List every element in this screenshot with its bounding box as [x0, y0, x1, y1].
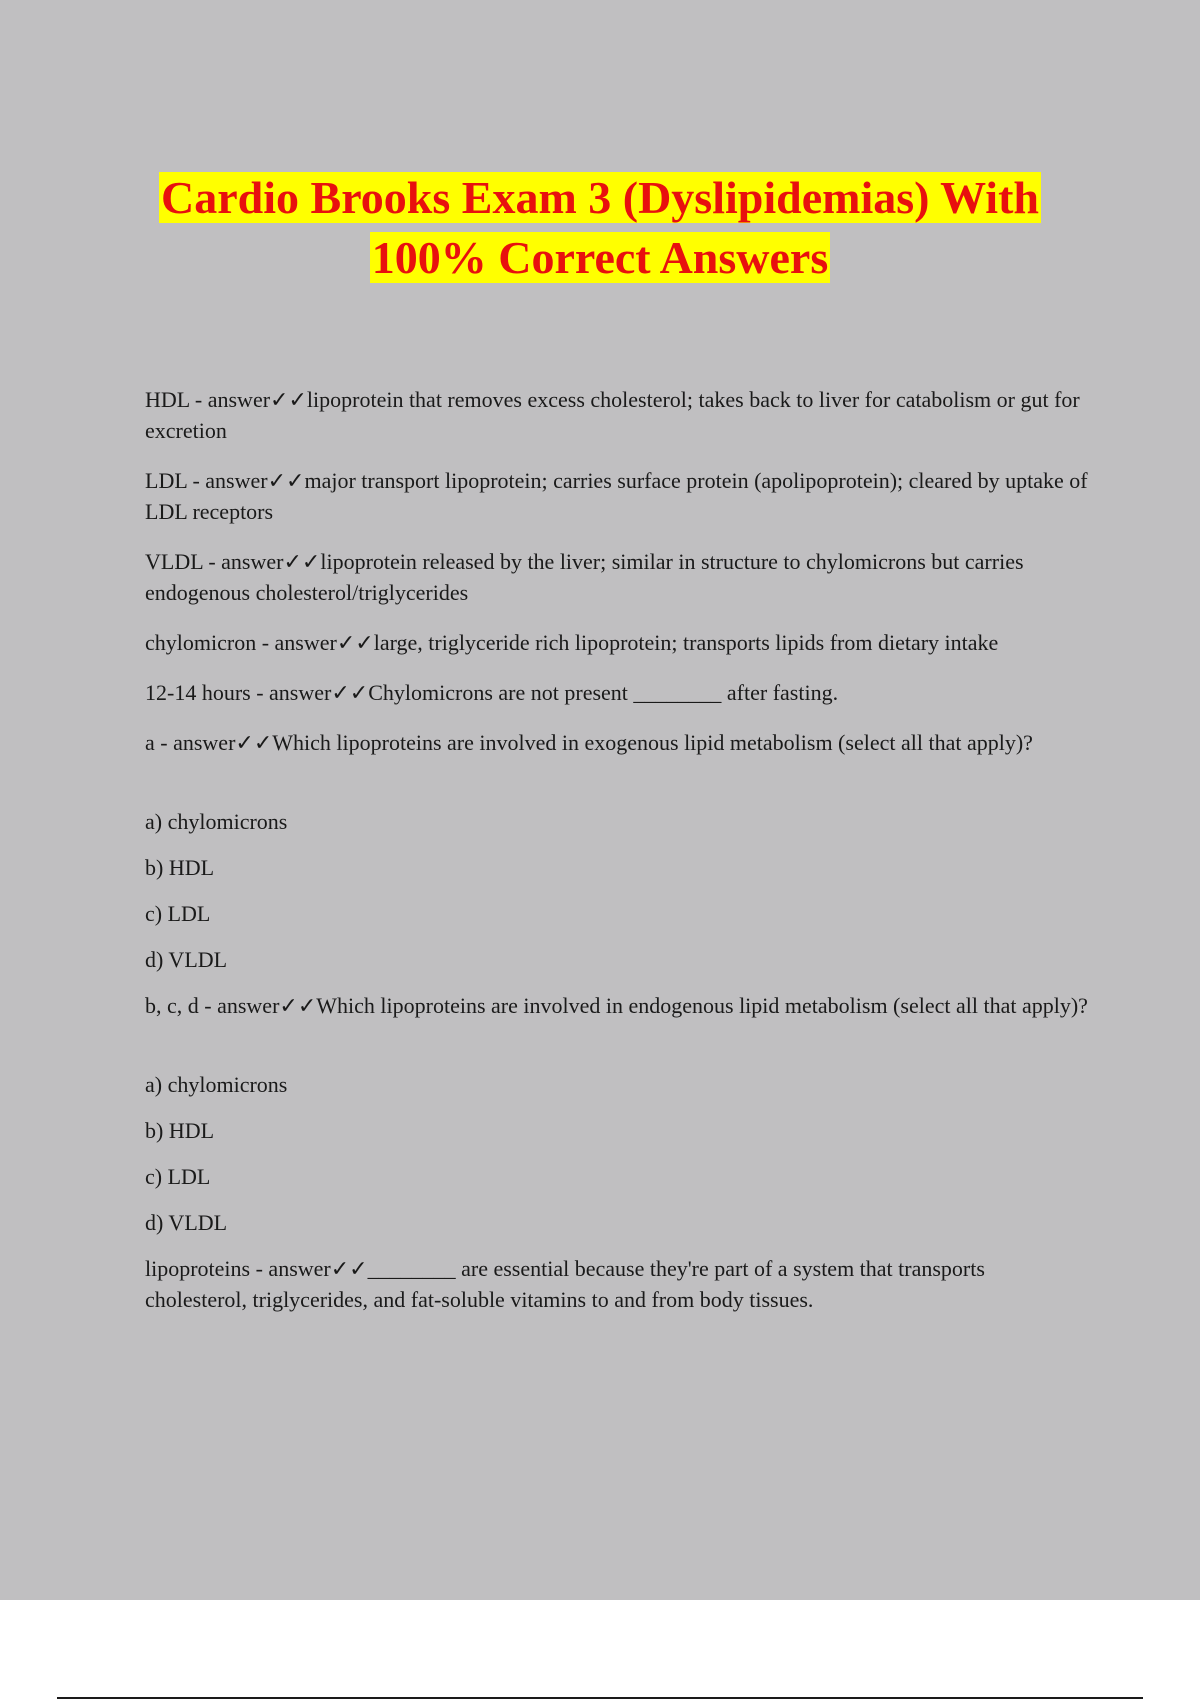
check-icon: ✓✓ — [336, 630, 374, 655]
qa-text: lipoprotein released by the liver; similar in structure to chylomicrons but carries endogenous cholesterol/triglycerides — [145, 549, 1024, 605]
qa-item-ldl — [145, 465, 1090, 527]
title-line-2: 100% Correct Answers — [371, 232, 829, 283]
qa-term: chylomicron - answer — [145, 630, 337, 655]
qa-item-exogenous — [145, 727, 1090, 758]
check-icon: ✓✓ — [283, 549, 321, 574]
qa-text: Which lipoproteins are involved in endogenous lipid metabolism (select all that apply)? — [316, 993, 1088, 1018]
check-icon: ✓✓ — [279, 993, 317, 1018]
qa-item-endogenous — [145, 990, 1090, 1021]
qa-item-hdl — [145, 384, 1090, 446]
qa-item-vldl — [145, 546, 1090, 608]
qa-term: LDL - answer — [145, 468, 268, 493]
qa-text: large, triglyceride rich lipoprotein; transports lipids from dietary intake — [373, 630, 999, 655]
qa-item-lipoproteins — [145, 1253, 1090, 1315]
qa-text: major transport lipoprotein; carries surface protein (apolipoprotein); cleared by uptake of LDL receptors — [145, 468, 1088, 524]
footer-divider — [57, 1697, 1143, 1699]
qa-term: lipoproteins - answer — [145, 1256, 331, 1281]
qa-text: Which lipoproteins are involved in exogenous lipid metabolism (select all that apply)? — [272, 730, 1033, 755]
qa-text: ________ are essential because they're part of a system that transports cholesterol, triglycerides, and fat-soluble vitamins to and from body tissues. — [145, 1256, 985, 1312]
option-c: c) LDL — [145, 1164, 211, 1189]
qa-item-fasting — [145, 677, 1090, 708]
qa-list — [145, 384, 1090, 1334]
qa-term: VLDL - answer — [145, 549, 284, 574]
qa-text: lipoprotein that removes excess cholesterol; takes back to liver for catabolism or gut for excretion — [145, 387, 1080, 443]
check-icon: ✓✓ — [270, 387, 307, 412]
option-d: d) VLDL — [145, 1210, 228, 1235]
option-a: a) chylomicrons — [145, 1072, 288, 1097]
qa-term: 12-14 hours - answer — [145, 680, 332, 705]
option-b: b) HDL — [145, 855, 215, 880]
title-line-1: Cardio Brooks Exam 3 (Dyslipidemias) With — [161, 172, 1039, 223]
option-a: a) chylomicrons — [145, 809, 288, 834]
option-c: c) LDL — [145, 901, 211, 926]
document-title — [100, 168, 1100, 288]
check-icon: ✓✓ — [235, 730, 273, 755]
qa-item-chylomicron — [145, 627, 1090, 658]
option-b: b) HDL — [145, 1118, 215, 1143]
qa-term: HDL - answer — [145, 387, 271, 412]
check-icon: ✓✓ — [267, 468, 305, 493]
option-d: d) VLDL — [145, 947, 228, 972]
check-icon: ✓✓ — [331, 680, 369, 705]
qa-text: Chylomicrons are not present ________ after fasting. — [368, 680, 839, 705]
check-icon: ✓✓ — [330, 1256, 368, 1281]
qa-term: b, c, d - answer — [145, 993, 280, 1018]
qa-term: a - answer — [145, 730, 236, 755]
